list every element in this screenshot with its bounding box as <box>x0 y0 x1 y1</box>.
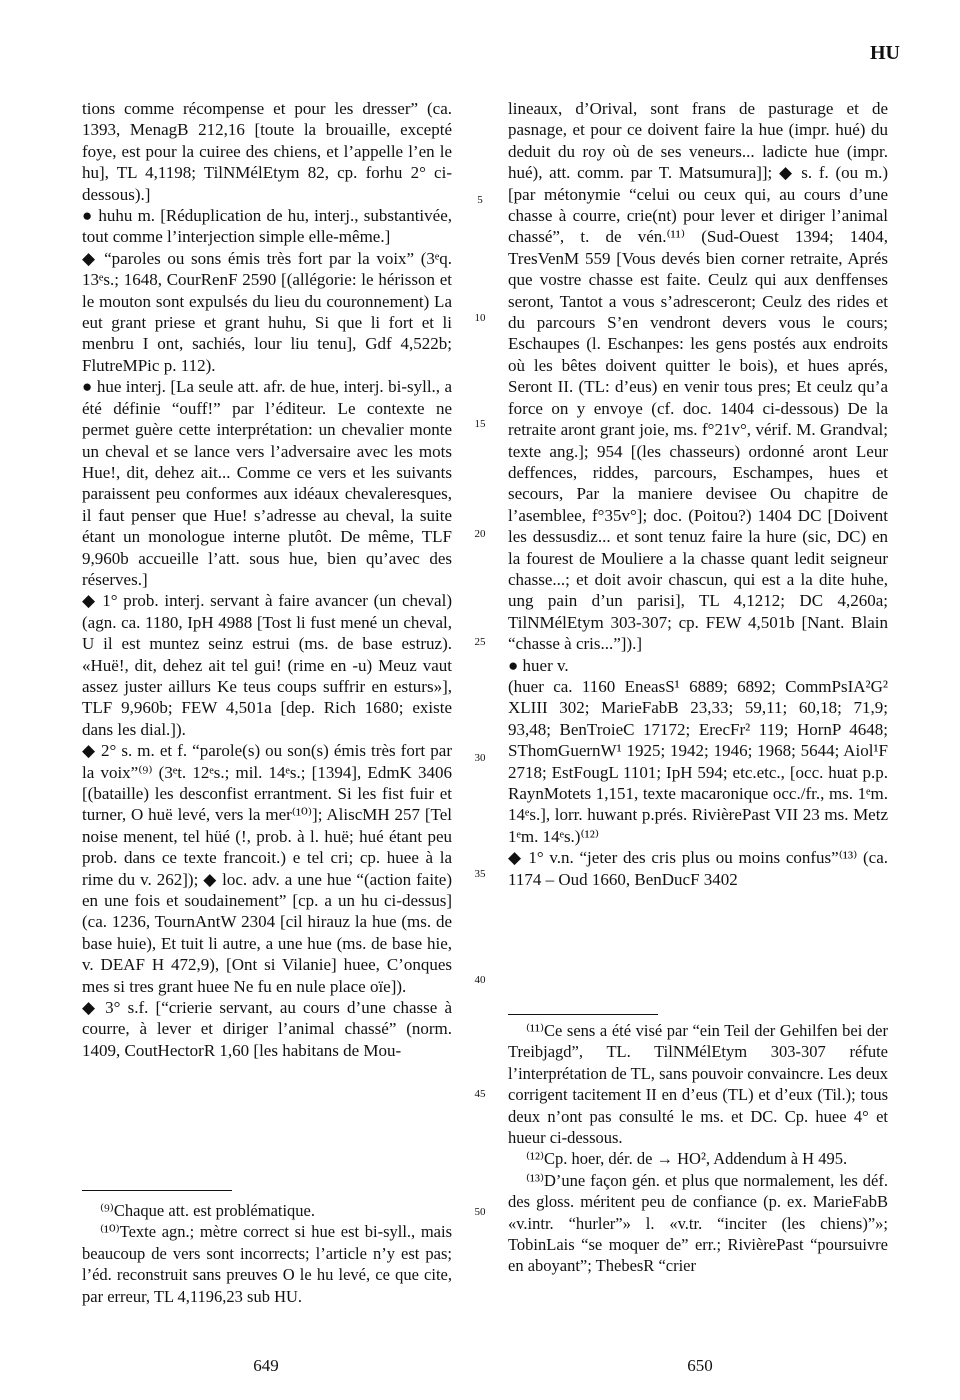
line-number: 15 <box>474 418 486 430</box>
footnote: ⁽¹³⁾D’une façon gén. et plus que normalement, les déf. des gloss. méritent peu de confiance (p. ex. MarieFabB «v.intr. “hurler”» l. «v.tr. “inciter (les chiens)”»; TobinLais “se moquer de” err.; RivièrePast “poursuivre en aboyant”; ThebesR “crier <box>508 1170 888 1276</box>
footnote: ⁽⁹⁾Chaque att. est problématique. <box>100 1201 316 1220</box>
footnote-rule-left <box>82 1190 232 1191</box>
left-column <box>82 98 452 1061</box>
running-head: HU <box>870 42 900 64</box>
right-paragraph: (huer ca. 1160 EneasS¹ 6889; 6892; CommPsIA²G² XLIII 302; MarieFabB 23,33; 59,11; 60,18; 71,9; 93,48; BenTroieC 17172; ErecFr² 119; HornP 4648; SThomGuernW¹ 1925; 1942; 1946; 1968; 5644; Aiol¹F 2718; EstFougL 1101; IpH 594; etc.etc., [occ. huat p.p. RaynMotets 1,151, texte macaronique occ./fr., ms. 1ᵉm. 14ᵉs.], lorr. huwant p.prés. RivièrePast VII 23 ms. Metz 1ᵉm. 14ᵉs.)⁽¹²⁾ <box>508 676 888 846</box>
right-paragraph: ● huer v. <box>508 655 569 675</box>
right-column <box>508 98 888 890</box>
right-paragraph: ◆ 1° v.n. “jeter des cris plus ou moins confus”⁽¹³⁾ (ca. 1174 – Oud 1660, BenDucF 3402 <box>508 848 888 889</box>
page-number-right: 650 <box>687 1356 713 1375</box>
left-paragraph: ◆ 3° s.f. [“crierie servant, au cours d’une chasse à courre, à lever et diriger l’animal chassé” (norm. 1409, CoutHectorR 1,60 [les habitans de Mou- <box>82 998 452 1060</box>
line-number: 5 <box>477 194 483 206</box>
line-number: 45 <box>474 1088 486 1100</box>
left-paragraph: ● hue interj. [La seule att. afr. de hue, interj. bi-syll., a été définie “ouff!” par l’éditeur. Le contexte ne permet guère cette interprétation: un chevalier monte un cheval et se lance vers l’adversaire avec les mots Hue!, dit, dehez ait... Comme ce vers et les suivants paraissent peu conformes aux idéaux chevaleresques, il faut penser que Hue! s’adresse au cheval, la suite étant un monologue interne plutôt. De même, TLF 9,960b accueille l’att. sous hue, bien qu’avec des réserves.] <box>82 377 452 589</box>
footnote: ⁽¹⁰⁾Texte agn.; mètre correct si hue est bi-syll., mais beaucoup de vers sont incorrects; l’article n’y est pas; l’éd. reconstruit sans preuves O le hu levé, ce que cite, par erreur, TL 4,1196,23 sub HU. <box>82 1222 452 1306</box>
line-number: 30 <box>474 752 486 764</box>
left-footnotes <box>82 1200 452 1307</box>
footnote: ⁽¹¹⁾Ce sens a été visé par “ein Teil der Gehilfen bei der Treibjagd”, TL. TilNMélEtym 303-307 réfute l’interprétation de TL, sans pouvoir convaincre. Les deux corrigent tacitement II en d’eus (TL) et d’eux (Til.); tous deux n’ont pas consulté le ms. et DC. Cp. huee 4° et hueur ci-dessous. <box>508 1021 888 1148</box>
line-number: 20 <box>474 528 486 540</box>
right-paragraph: lineaux, d’Orival, sont frans de pasturage et de pasnage, et pour ce doivent faire la hue (impr. hué) du deduit du roy où de ses veneurs... ladicte hue (impr. hué), att. comm. par T. Matsumura]]; ◆ s. f. (ou m.) [par métonymie “celui ou ceux qui, au cours d’une chasse à courre, crie(nt) pour lever et diriger l’animal chassé”, t. de vén.⁽¹¹⁾ (Sud-Ouest 1394; 1404, TresVenM 559 [Vous devés bien corner retraite, Aprés que vostre chasse est faite. Ceulz qui aux denffenses seront, Tantot a vous s’adresceront; Ceulz des rides et du parcours S’en vendront devers vous le cours; Eschaupes (l. Eschanpes: les gens postés aux endroits où les bêtes doivent quitter le bois), et hues aprés, Seront II. (TL: d’eus) en venir tous pres; Et ceulz qu’a force on y envoye (cf. doc. 1404 ci-dessous) De la retraite aront grant joie, ms. f°21v°, vérif. M. Grandval; texte ang.]; 954 [(les chasseurs) ordonné aront Leur deffences, riddes, parcours, Eschampes, hues et secours, Par la maniere devisee Ou chapitre de l’asemblee, f°35v°]; doc. (Poitou?) 1404 DC [Doivent les dessusdiz... et sont tenuz faire la hure (sic, DC) en la fourest de Mouliere a la chasse quant ledit seigneur chasse...; et doit avoir chascun, qui est a la dite huhe, ung pain d’un parisi], TL 4,1212; DC 4,260a; TilNMélEtym 303-307; cp. FEW 4,501b [Nant. Blain “chasse à cris...”]).] <box>508 99 888 654</box>
footnote: ⁽¹²⁾Cp. hoer, dér. de → HO², Addendum à H 495. <box>526 1149 848 1169</box>
line-number: 25 <box>474 636 486 648</box>
line-number: 50 <box>474 1206 486 1218</box>
right-footnotes <box>508 1020 888 1277</box>
left-paragraph: ◆ 1° prob. interj. servant à faire avancer (un cheval) (agn. ca. 1180, IpH 4988 [Tost li fust mené un cheval, U il est muntez seinz estrui (ms. de base estruz). «Huë!, dit, dehez ait tel gui! (rime en -u) Meuz vaut assez juster aillurs Ke teus coups suffrir en esturs»], TLF 9,960b; FEW 4,501a [dep. Rich 1680; existe dans les dial.]). <box>82 591 452 739</box>
page-number-left: 649 <box>253 1356 279 1375</box>
left-paragraph: ◆ 2° s. m. et f. “parole(s) ou son(s) émis très fort par la voix”⁽⁹⁾ (3ᵉt. 12ᵉs.; mil. 14ᵉs.; [1394], EdmK 3406 [(bataille) les desconfist errantment. Si les fist fuir et turner, O huë levé, vers la mer⁽¹⁰⁾]; AliscMH 257 [Tel noise menent, tel hüé (!, prob. à l. huë; hué étant peu prob. dans ce texte francoit.) e tel cri; cp. huee à la rime du v. 262]); ◆ loc. adv. a une hue “(action faite) en une fois et soudainement” [cp. a un hu ci-dessus] (ca. 1236, TournAntW 2304 [cil hirauz la hue (ms. de base huie), Et tuit li autre, a une hue (ms. de base hie, v. DEAF H 472,9), [Ont si Vilanie] huee, C’onques mes si tres grant huee Ne fu en nule place oïe]). <box>82 741 452 996</box>
line-number: 35 <box>474 868 486 880</box>
left-paragraph: ◆ “paroles ou sons émis très fort par la voix” (3ᵉq. 13ᵉs.; 1648, CourRenF 2590 [(allégorie: le hérisson et le mouton sont expulsés du lieu du couronnement) La eut grant priese et grant huhu, Si que li fort et li menbru I ont, sachiés, lour liu tenu], Gdf 4,522b; FlutreMPic p. 112). <box>82 248 452 375</box>
left-paragraph: tions comme récompense et pour les dresser” (ca. 1393, MenagB 212,16 [toute la brouaille, excepté foye, est pour la cuiree des chiens, et l’appelle l’en le hu], TL 4,1198; TilNMélEtym 82, cp. forhu 2° ci-dessous).] <box>82 99 452 204</box>
line-number: 10 <box>474 312 486 324</box>
footnote-rule-right <box>508 1014 658 1015</box>
left-paragraph: ● huhu m. [Réduplication de hu, interj., substantivée, tout comme l’interjection simple elle-même.] <box>82 206 452 247</box>
line-number: 40 <box>474 974 486 986</box>
